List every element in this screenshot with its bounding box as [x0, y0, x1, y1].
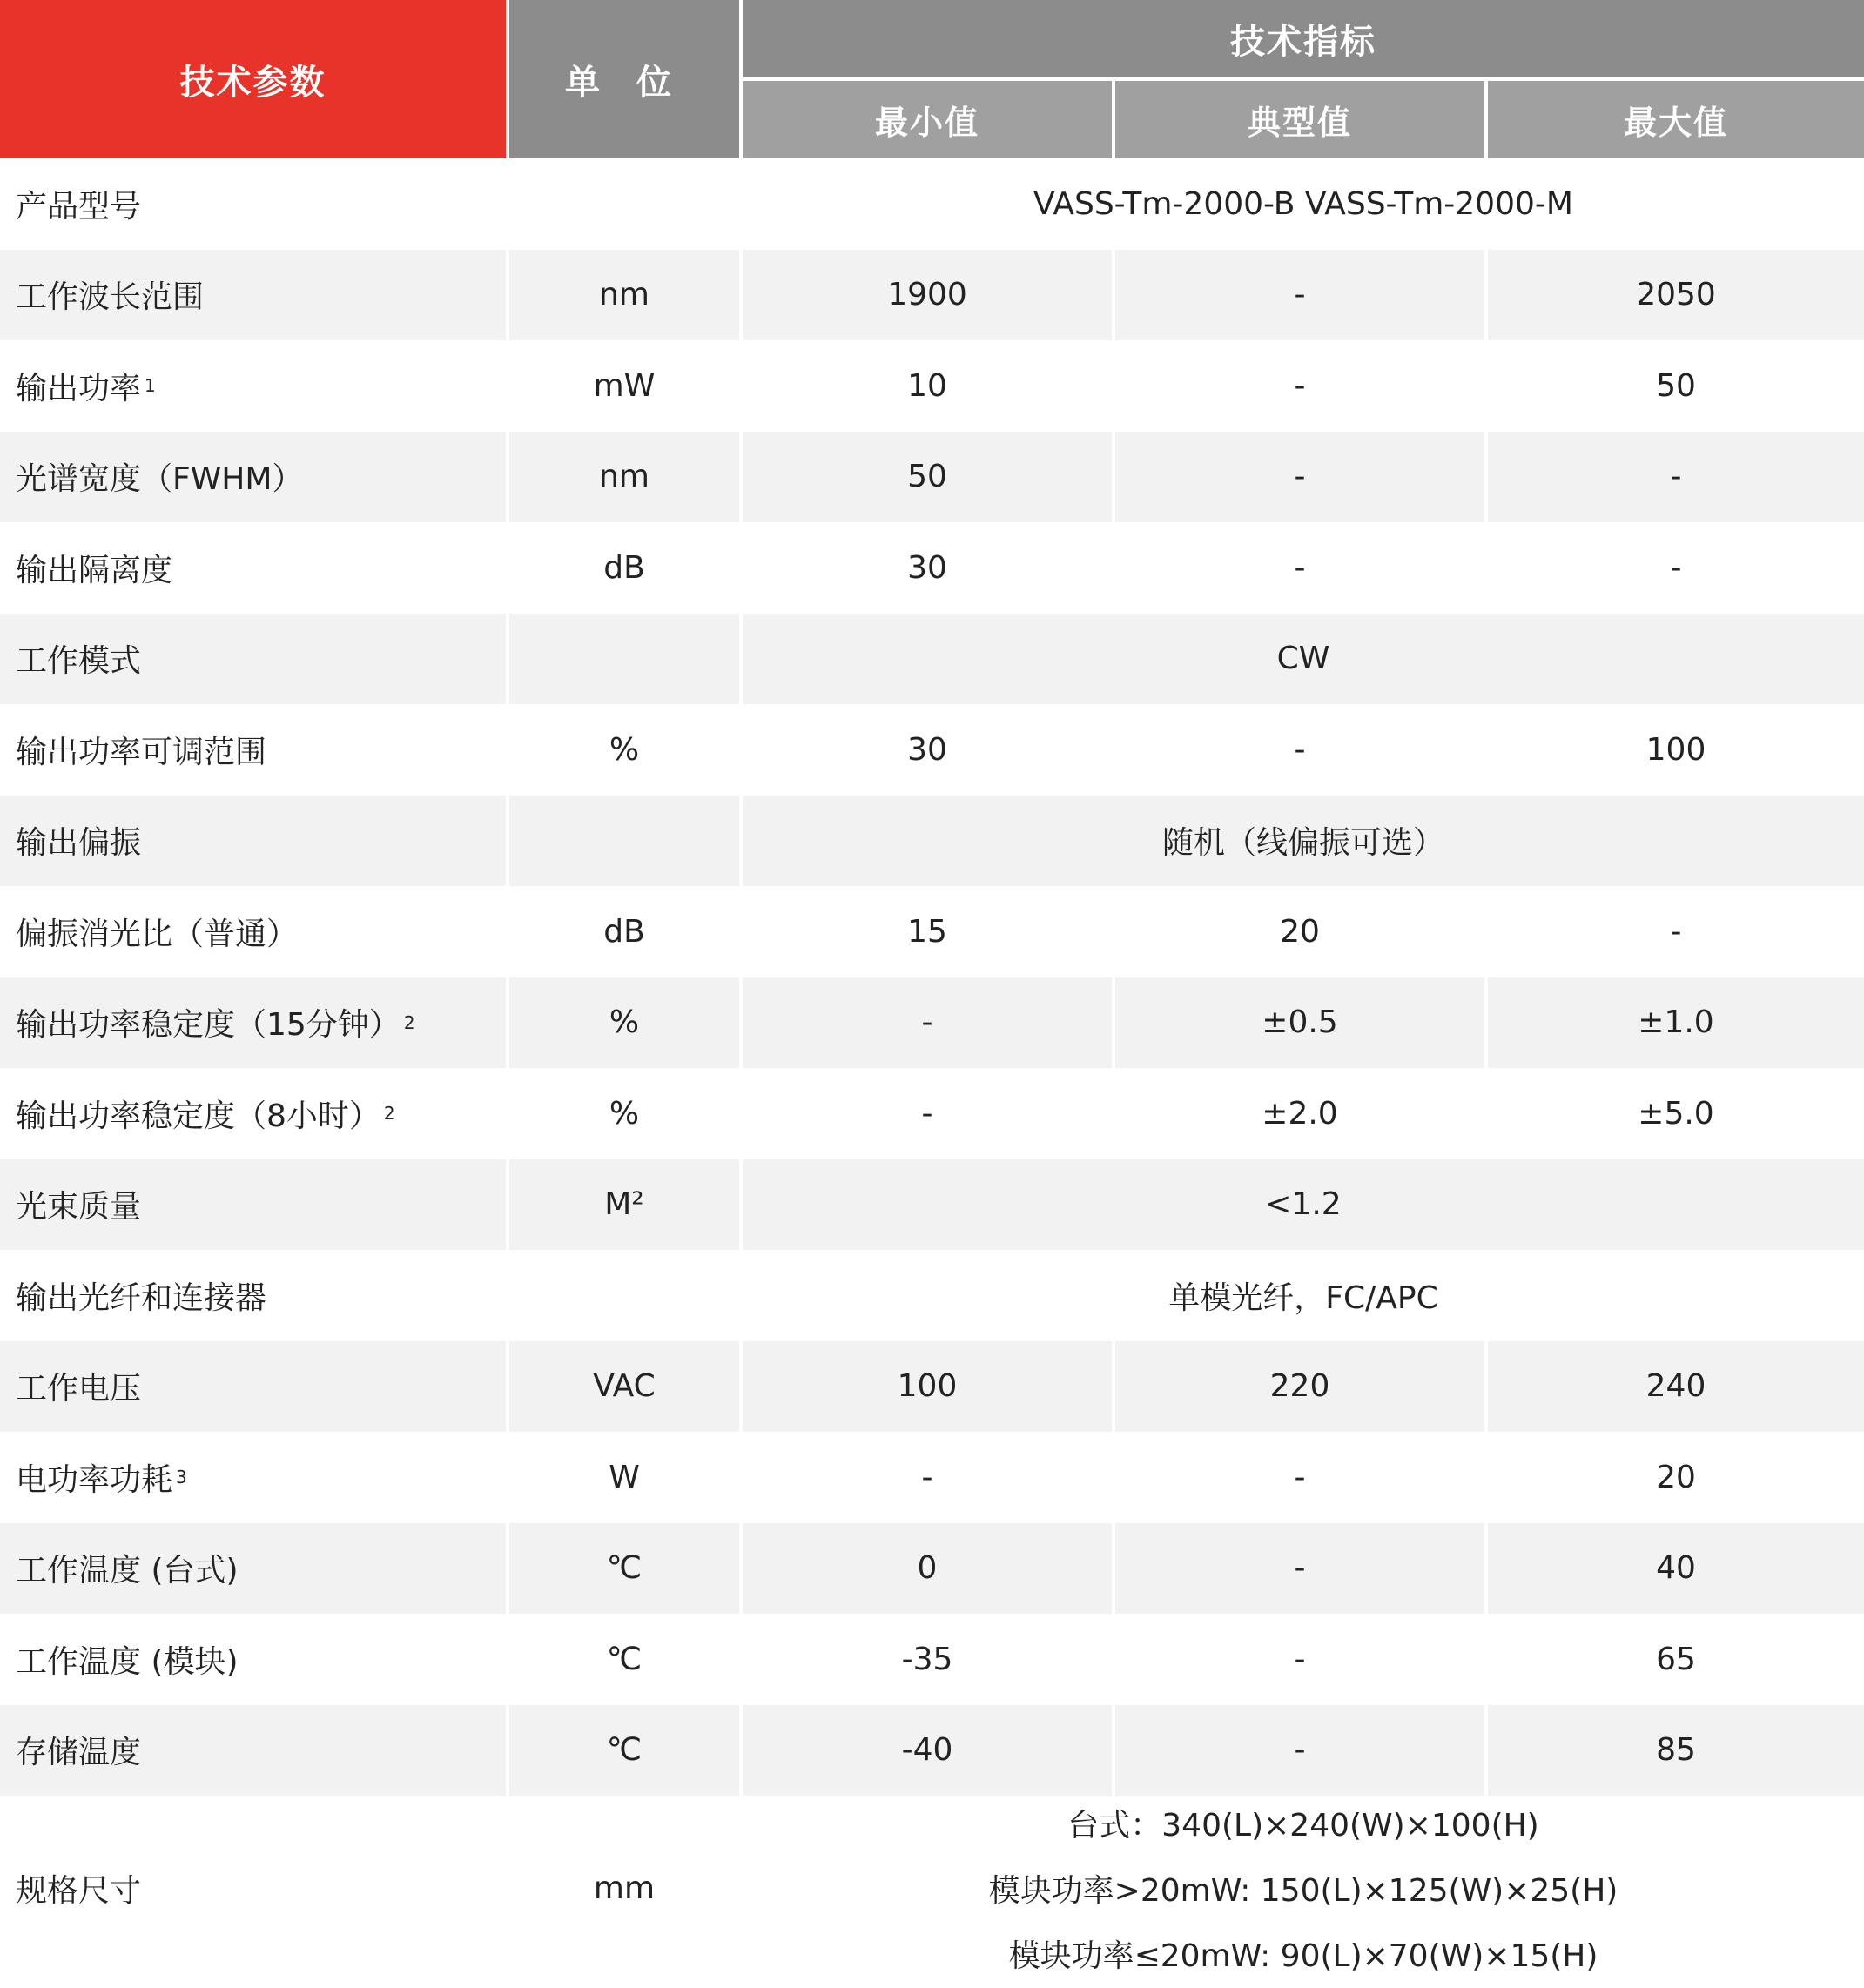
- min-cell: -: [743, 977, 1112, 1069]
- min-cell: -40: [743, 1705, 1112, 1797]
- param-label: 偏振消光比（普通）: [16, 916, 299, 952]
- param-label: 输出功率稳定度（15分钟）: [16, 1007, 400, 1044]
- min-cell: 100: [743, 1341, 1112, 1433]
- param-label: 工作温度 (模块): [16, 1643, 239, 1680]
- typ-cell: ±0.5: [1115, 977, 1484, 1069]
- footnote-marker: 2: [403, 1011, 415, 1033]
- typ-cell: 20: [1115, 886, 1484, 977]
- unit-cell: [509, 796, 739, 887]
- min-cell: 1900: [743, 250, 1112, 341]
- typ-cell: -: [1115, 250, 1484, 341]
- param-cell: [0, 977, 506, 1069]
- header-typ: 典型值: [1115, 81, 1484, 158]
- min-cell: -: [743, 1068, 1112, 1159]
- unit-cell: %: [509, 704, 739, 796]
- param-cell: [0, 1068, 506, 1159]
- max-cell: 2050: [1488, 250, 1864, 341]
- typ-cell: 220: [1115, 1341, 1484, 1433]
- min-cell: -: [743, 1432, 1112, 1523]
- unit-cell: [509, 1250, 739, 1341]
- param-cell: [0, 704, 506, 796]
- typ-cell: ±2.0: [1115, 1068, 1484, 1159]
- unit-cell: mm: [509, 1796, 739, 1981]
- value-span-cell: 随机（线偏振可选）: [743, 796, 1864, 887]
- min-cell: 15: [743, 886, 1112, 977]
- min-cell: 10: [743, 340, 1112, 432]
- param-cell: [0, 1159, 506, 1251]
- param-cell: [0, 614, 506, 705]
- unit-cell: W: [509, 1432, 739, 1523]
- param-label: 规格尺寸: [16, 1873, 142, 1909]
- typ-cell: -: [1115, 1523, 1484, 1615]
- unit-cell: M²: [509, 1159, 739, 1251]
- typ-cell: -: [1115, 1432, 1484, 1523]
- unit-cell: dB: [509, 886, 739, 977]
- header-param: 技术参数: [0, 0, 506, 158]
- typ-cell: -: [1115, 522, 1484, 614]
- param-label: 光束质量: [16, 1189, 142, 1226]
- param-cell: [0, 522, 506, 614]
- param-cell: [0, 1614, 506, 1705]
- value-span-cell: CW: [743, 614, 1864, 705]
- param-label: 工作波长范围: [16, 279, 205, 316]
- unit-cell: %: [509, 1068, 739, 1159]
- param-cell: [0, 158, 506, 250]
- max-cell: -: [1488, 432, 1864, 523]
- max-cell: 20: [1488, 1432, 1864, 1523]
- param-label: 产品型号: [16, 188, 142, 225]
- dimension-line: 模块功率≤20mW: 90(L)×70(W)×15(H): [1008, 1938, 1598, 1974]
- max-cell: -: [1488, 522, 1864, 614]
- param-cell: [0, 1796, 506, 1981]
- max-cell: 85: [1488, 1705, 1864, 1797]
- dimension-line: 台式：340(L)×240(W)×100(H): [1067, 1808, 1539, 1844]
- param-label: 工作温度 (台式): [16, 1553, 239, 1589]
- typ-cell: -: [1115, 704, 1484, 796]
- param-cell: [0, 886, 506, 977]
- param-label: 输出偏振: [16, 825, 142, 862]
- unit-cell: ℃: [509, 1614, 739, 1705]
- typ-cell: -: [1115, 1705, 1484, 1797]
- param-label: 工作电压: [16, 1371, 142, 1407]
- max-cell: ±1.0: [1488, 977, 1864, 1069]
- unit-cell: ℃: [509, 1523, 739, 1615]
- footnote-marker: 2: [383, 1103, 395, 1125]
- max-cell: 100: [1488, 704, 1864, 796]
- param-label: 存储温度: [16, 1735, 142, 1771]
- unit-cell: %: [509, 977, 739, 1069]
- typ-cell: -: [1115, 1614, 1484, 1705]
- dimension-line: 模块功率>20mW: 150(L)×125(W)×25(H): [988, 1873, 1618, 1909]
- param-label: 输出功率可调范围: [16, 734, 267, 770]
- max-cell: 65: [1488, 1614, 1864, 1705]
- value-span-cell: 单模光纤，FC/APC: [743, 1250, 1864, 1341]
- min-cell: 0: [743, 1523, 1112, 1615]
- typ-cell: -: [1115, 340, 1484, 432]
- max-cell: ±5.0: [1488, 1068, 1864, 1159]
- header-tech: 技术指标: [743, 0, 1864, 77]
- min-cell: 30: [743, 522, 1112, 614]
- param-cell: [0, 250, 506, 341]
- param-cell: [0, 1432, 506, 1523]
- min-cell: 50: [743, 432, 1112, 523]
- unit-cell: [509, 614, 739, 705]
- max-cell: 240: [1488, 1341, 1864, 1433]
- param-label: 电功率功耗: [16, 1461, 173, 1498]
- unit-cell: [509, 158, 739, 250]
- param-cell: [0, 1250, 506, 1341]
- param-label: 工作模式: [16, 643, 142, 680]
- param-label: 输出功率: [16, 370, 142, 406]
- unit-cell: mW: [509, 340, 739, 432]
- unit-cell: dB: [509, 522, 739, 614]
- param-label: 输出光纤和连接器: [16, 1279, 267, 1316]
- value-span-cell: <1.2: [743, 1159, 1864, 1251]
- param-cell: [0, 796, 506, 887]
- header-min: 最小值: [743, 81, 1112, 158]
- param-cell: [0, 432, 506, 523]
- max-cell: 50: [1488, 340, 1864, 432]
- value-span-cell: VASS-Tm-2000-B VASS-Tm-2000-M: [743, 158, 1864, 250]
- unit-cell: ℃: [509, 1705, 739, 1797]
- value-span-cell: [743, 1796, 1864, 1981]
- unit-cell: nm: [509, 432, 739, 523]
- param-cell: [0, 1705, 506, 1797]
- footnote-marker: 1: [145, 375, 156, 397]
- header-max: 最大值: [1488, 81, 1864, 158]
- param-cell: [0, 340, 506, 432]
- max-cell: 40: [1488, 1523, 1864, 1615]
- param-cell: [0, 1341, 506, 1433]
- min-cell: 30: [743, 704, 1112, 796]
- param-label: 光谱宽度（FWHM）: [16, 461, 304, 498]
- unit-cell: VAC: [509, 1341, 739, 1433]
- param-label: 输出功率稳定度（8小时）: [16, 1098, 380, 1134]
- max-cell: -: [1488, 886, 1864, 977]
- header-unit: 单 位: [509, 0, 739, 158]
- unit-cell: nm: [509, 250, 739, 341]
- typ-cell: -: [1115, 432, 1484, 523]
- min-cell: -35: [743, 1614, 1112, 1705]
- param-label: 输出隔离度: [16, 552, 173, 588]
- param-cell: [0, 1523, 506, 1615]
- footnote-marker: 3: [176, 1467, 187, 1488]
